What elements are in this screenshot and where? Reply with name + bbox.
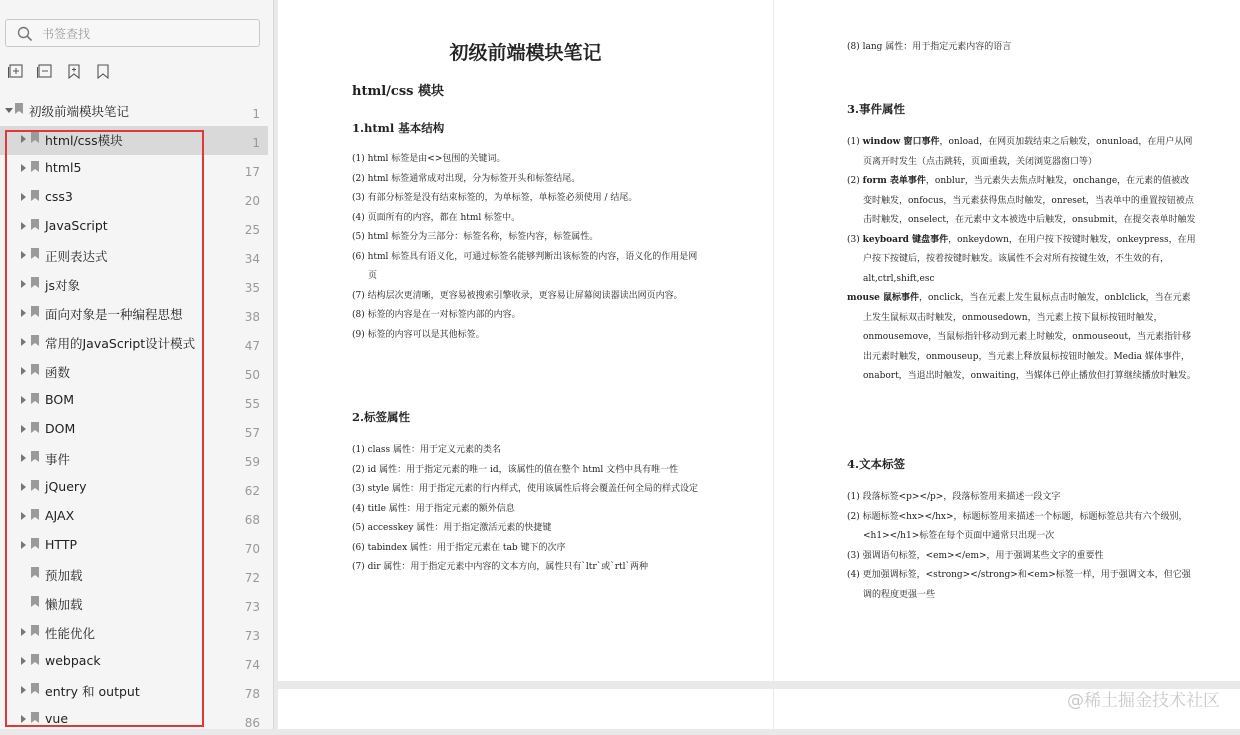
- text-line: (2) html 标签通常成对出现，分为标签开头和标签结尾。: [352, 173, 581, 184]
- bookmark-item-page: 47: [244, 339, 260, 353]
- bookmark-item[interactable]: [0, 590, 268, 619]
- expand-arrow-icon[interactable]: [21, 715, 26, 723]
- bookmark-item[interactable]: [0, 242, 268, 271]
- event-item: [847, 133, 1196, 172]
- bookmark-ribbon-icon: [31, 596, 39, 607]
- bookmark-ribbon-icon: [31, 190, 39, 201]
- text-line: (2) id 属性：用于指定元素的唯一 id，该属性的值在整个 html 文档中具有唯一性: [352, 464, 679, 475]
- text-line: (6) html 标签具有语义化，可通过标签名能够判断出该标签的内容，语义化的作用是网页: [352, 251, 698, 281]
- bookmark-root-label: 初级前端模块笔记: [29, 104, 130, 119]
- document-viewer[interactable]: [275, 0, 1240, 729]
- text-line: (1) 段落标签<p></p>，段落标签用来描述一段文字: [847, 492, 1061, 502]
- bookmark-item[interactable]: [0, 213, 268, 242]
- bookmark-item-page: 38: [244, 310, 260, 324]
- collapse-arrow-icon[interactable]: [5, 108, 13, 113]
- expand-arrow-icon[interactable]: [21, 512, 26, 520]
- event-item: [847, 231, 1196, 290]
- bookmark-item-label: 常用的JavaScript设计模式: [45, 336, 196, 351]
- bookmark-item[interactable]: [0, 677, 268, 706]
- bookmark-item[interactable]: [0, 271, 268, 300]
- text-line: (1) html 标签是由<>包围的关键词。: [352, 154, 506, 164]
- bookmark-item[interactable]: [0, 474, 268, 503]
- bookmark-item[interactable]: [0, 416, 268, 445]
- event-item-text: ，onload，在网页加载结束之后触发，onunload，在用户从网页离开时发生（点击跳转，页面重载，关闭浏览器窗口等）: [863, 137, 1193, 167]
- bookmark-item-label: 性能优化: [45, 626, 96, 641]
- bookmark-item[interactable]: [0, 358, 268, 387]
- bookmark-root-page: 1: [252, 107, 260, 121]
- expand-arrow-icon[interactable]: [21, 686, 26, 694]
- event-item-text: ，onclick，当在元素上发生鼠标点击时触发，onblclick，当在元素上发生鼠标双击时触发，onmousedown，当元素上按下鼠标按钮时触发，onmousemove，当鼠标指针移动到元素上时触发，onmouseout，当元素指针移出元素时触发，onmouseup，当元素上释放鼠标按钮时触发。Media 媒体事件，onabort，当退出时触发，onwaiting，当媒体已停止播放但打算继续播放时触发。: [863, 293, 1196, 381]
- expand-arrow-icon[interactable]: [21, 628, 26, 636]
- text-line: (7) 结构层次更清晰，更容易被搜索引擎收录，更容易让屏幕阅读器读出网页内容。: [352, 290, 683, 301]
- bookmark-ribbon-icon: [31, 451, 39, 462]
- bookmark-item-page: 17: [244, 165, 260, 179]
- text-line: (4) title 属性：用于指定元素的额外信息: [352, 503, 515, 514]
- bookmark-item-page: 50: [244, 368, 260, 382]
- text-line: (8) 标签的内容是在一对标签内部的内容。: [352, 310, 521, 320]
- bookmark-item-label: 预加载: [45, 568, 83, 583]
- bookmark-item-page: 62: [244, 484, 260, 498]
- text-line: (9) 标签的内容可以是其他标签。: [352, 329, 485, 340]
- event-item-text: ，onkeydown，在用户按下按键时触发，onkeypress，在用户按下按键后，按着按键时触发。该属性不会对所有按键生效，不生效的有，alt,ctrl,shift,esc: [863, 234, 1196, 284]
- bookmark-ribbon-icon: [31, 132, 39, 143]
- bookmark-item-page: 59: [244, 455, 260, 469]
- document-page-next-left: [278, 689, 773, 729]
- event-item-title: keyboard 键盘事件: [862, 234, 949, 245]
- expand-all-icon[interactable]: [8, 63, 25, 80]
- bookmark-item[interactable]: [0, 126, 268, 155]
- bookmark-item-label: JavaScript: [45, 218, 108, 233]
- paragraph-list: [352, 441, 704, 578]
- section-heading: html/css 模块: [352, 84, 444, 99]
- text-line: (3) 有部分标签是没有结束标签的，为单标签，单标签必须使用 / 结尾。: [352, 193, 638, 203]
- bookmark-ribbon-icon: [31, 567, 39, 578]
- bookmark-item-label: 懒加载: [45, 597, 83, 612]
- expand-arrow-icon[interactable]: [21, 251, 26, 259]
- paragraph-list: [352, 150, 702, 345]
- event-item-title: mouse 鼠标事件: [847, 293, 919, 303]
- bookmark-ribbon-icon: [31, 625, 39, 636]
- bookmark-ribbon-icon: [31, 654, 39, 665]
- bookmark-search-box[interactable]: [5, 19, 260, 47]
- event-item-text: ，onblur，当元素失去焦点时触发，onchange，在元素的值被改变时触发，onfocus，当元素获得焦点时触发，onreset，当表单中的重置按钮被点击时触发，onselect，在元素中文本被选中后触发，onsubmit，在提交表单时触发: [863, 176, 1196, 225]
- bookmark-item-page: 55: [244, 397, 260, 411]
- subsection-heading: 4.文本标签: [847, 457, 906, 471]
- bookmark-item-label: entry 和 output: [45, 684, 140, 699]
- bookmark-item-page: 25: [244, 223, 260, 237]
- bookmark-ribbon-icon: [31, 364, 39, 375]
- expand-arrow-icon[interactable]: [21, 425, 26, 433]
- bookmark-item-page: 72: [244, 571, 260, 585]
- expand-arrow-icon[interactable]: [21, 309, 26, 317]
- bookmark-item-label: css3: [45, 189, 73, 204]
- expand-arrow-icon[interactable]: [21, 164, 26, 172]
- event-item: [847, 289, 1196, 387]
- bookmark-item-label: js对象: [45, 278, 80, 293]
- text-line: (6) tabindex 属性：用于指定元素在 tab 键下的次序: [352, 542, 566, 553]
- text-line: (3) style 属性：用于指定元素的行内样式，使用该属性后将会覆盖任何全局的样式设定: [352, 484, 698, 494]
- bookmark-item-page: 73: [244, 629, 260, 643]
- expand-arrow-icon[interactable]: [21, 367, 26, 375]
- bookmark-item-label: AJAX: [45, 508, 75, 523]
- text-line: (3) 强调语句标签，<em></em>，用于强调某些文字的重要性: [847, 550, 1104, 561]
- text-line: (5) accesskey 属性：用于指定激活元素的快捷键: [352, 523, 552, 533]
- bookmark-item-label: BOM: [45, 392, 74, 407]
- bookmark-item[interactable]: [0, 184, 268, 213]
- bookmark-item-page: 1: [252, 136, 260, 150]
- bookmark-ribbon-icon: [31, 248, 39, 259]
- bookmark-item-label: html/css模块: [45, 133, 123, 148]
- text-line: (4) 页面所有的内容，都在 html 标签中。: [352, 212, 521, 223]
- document-page-left: [278, 0, 773, 681]
- bookmark-item-label: 事件: [45, 452, 71, 467]
- bookmark-ribbon-icon: [31, 538, 39, 549]
- bookmark-item-page: 86: [244, 716, 260, 730]
- bookmark-ribbon-icon: [15, 103, 23, 114]
- bookmark-item-page: 57: [244, 426, 260, 440]
- bookmark-item-page: 74: [244, 658, 260, 672]
- text-line: (8) lang 属性：用于指定元素内容的语言: [847, 42, 1012, 52]
- bookmark-root[interactable]: [0, 97, 268, 126]
- bookmark-item[interactable]: [0, 561, 268, 590]
- bookmark-item-label: 正则表达式: [45, 249, 108, 264]
- bookmark-item[interactable]: [0, 532, 268, 561]
- bookmark-item-page: 20: [244, 194, 260, 208]
- bookmark-item-page: 73: [244, 600, 260, 614]
- subsection-heading: 2.标签属性: [352, 410, 411, 424]
- bookmark-item-label: html5: [45, 160, 82, 175]
- bookmark-item[interactable]: [0, 706, 268, 735]
- paragraph-list: [847, 133, 1196, 387]
- bookmark-item-page: 78: [244, 687, 260, 701]
- bookmark-ribbon-icon: [31, 422, 39, 433]
- subsection-heading: 3.事件属性: [847, 102, 906, 116]
- bookmark-item-label: HTTP: [45, 537, 77, 552]
- bookmark-item[interactable]: [0, 329, 268, 358]
- bookmark-item-label: 函数: [45, 365, 71, 380]
- expand-arrow-icon[interactable]: [21, 135, 26, 143]
- event-item: [847, 172, 1196, 231]
- bookmark-search-input[interactable]: [40, 23, 254, 45]
- add-bookmark-icon[interactable]: [66, 63, 83, 80]
- expand-arrow-icon[interactable]: [21, 483, 26, 491]
- watermark: @稀土掘金技术社区: [1067, 691, 1220, 711]
- bookmark-item[interactable]: [0, 619, 268, 648]
- bookmark-item-page: 70: [244, 542, 260, 556]
- bookmarks-panel: [0, 0, 274, 729]
- bookmark-ribbon-icon: [31, 712, 39, 723]
- expand-arrow-icon[interactable]: [21, 657, 26, 665]
- text-line: (4) 更加强调标签，<strong></strong>和<em>标签一样，用于强调文本，但它强调的程度更强一些: [847, 570, 1191, 600]
- bookmark-ribbon-icon: [31, 683, 39, 694]
- bookmark-item[interactable]: [0, 387, 268, 416]
- bookmark-toolbar: [8, 63, 112, 81]
- expand-arrow-icon[interactable]: [21, 193, 26, 201]
- bookmark-ribbon-icon: [31, 509, 39, 520]
- bookmark-item-page: 68: [244, 513, 260, 527]
- event-item-number: (2): [847, 176, 860, 186]
- bookmark-item-label: jQuery: [45, 479, 87, 494]
- paragraph-list: [847, 488, 1196, 605]
- bookmark-item[interactable]: [0, 445, 268, 474]
- bookmark-item[interactable]: [0, 648, 268, 677]
- bookmark-ribbon-icon: [31, 161, 39, 172]
- bookmark-item-label: DOM: [45, 421, 76, 436]
- bookmark-ribbon-icon: [31, 480, 39, 491]
- bookmark-item-label: vue: [45, 711, 69, 726]
- document-title: 初级前端模块笔记: [449, 42, 602, 64]
- event-item-number: (1): [847, 137, 860, 147]
- expand-arrow-icon[interactable]: [21, 222, 26, 230]
- bookmark-item-page: 34: [244, 252, 260, 266]
- bookmark-item-label: webpack: [45, 653, 101, 668]
- bookmark-ribbon-icon: [31, 335, 39, 346]
- document-page-right: [774, 0, 1240, 681]
- bookmark-ribbon-icon: [31, 277, 39, 288]
- subsection-heading: 1.html 基本结构: [352, 121, 445, 135]
- event-item-number: (3): [847, 234, 860, 245]
- bookmark-ribbon-icon: [31, 393, 39, 404]
- bookmark-item[interactable]: [0, 300, 268, 329]
- bookmark-item[interactable]: [0, 503, 268, 532]
- expand-arrow-icon[interactable]: [21, 396, 26, 404]
- event-item-title: form 表单事件: [862, 176, 926, 186]
- text-line: (5) html 标签分为三部分：标签名称，标签内容，标签属性。: [352, 232, 599, 242]
- event-item-title: window 窗口事件: [862, 137, 940, 147]
- expand-arrow-icon[interactable]: [21, 338, 26, 346]
- bookmark-item-page: 35: [244, 281, 260, 295]
- expand-arrow-icon[interactable]: [21, 541, 26, 549]
- bookmark-item[interactable]: [0, 155, 268, 184]
- text-line: (1) class 属性：用于定义元素的类名: [352, 445, 501, 455]
- expand-arrow-icon[interactable]: [21, 454, 26, 462]
- collapse-all-icon[interactable]: [37, 63, 54, 80]
- bookmark-ribbon-icon: [31, 219, 39, 230]
- bookmark-item-label: 面向对象是一种编程思想: [45, 307, 183, 322]
- text-line: (2) 标题标签<hx></hx>，标题标签用来描述一个标题，标题标签总共有六个级别，<h1></h1>标签在每个页面中通常只出现一次: [847, 511, 1188, 541]
- text-line: (7) dir 属性：用于指定元素中内容的文本方向，属性只有`ltr`或`rtl`两种: [352, 562, 649, 572]
- bookmark-icon[interactable]: [95, 63, 112, 80]
- search-icon: [17, 26, 33, 42]
- bookmark-ribbon-icon: [31, 306, 39, 317]
- expand-arrow-icon[interactable]: [21, 280, 26, 288]
- paragraph: [847, 38, 1207, 58]
